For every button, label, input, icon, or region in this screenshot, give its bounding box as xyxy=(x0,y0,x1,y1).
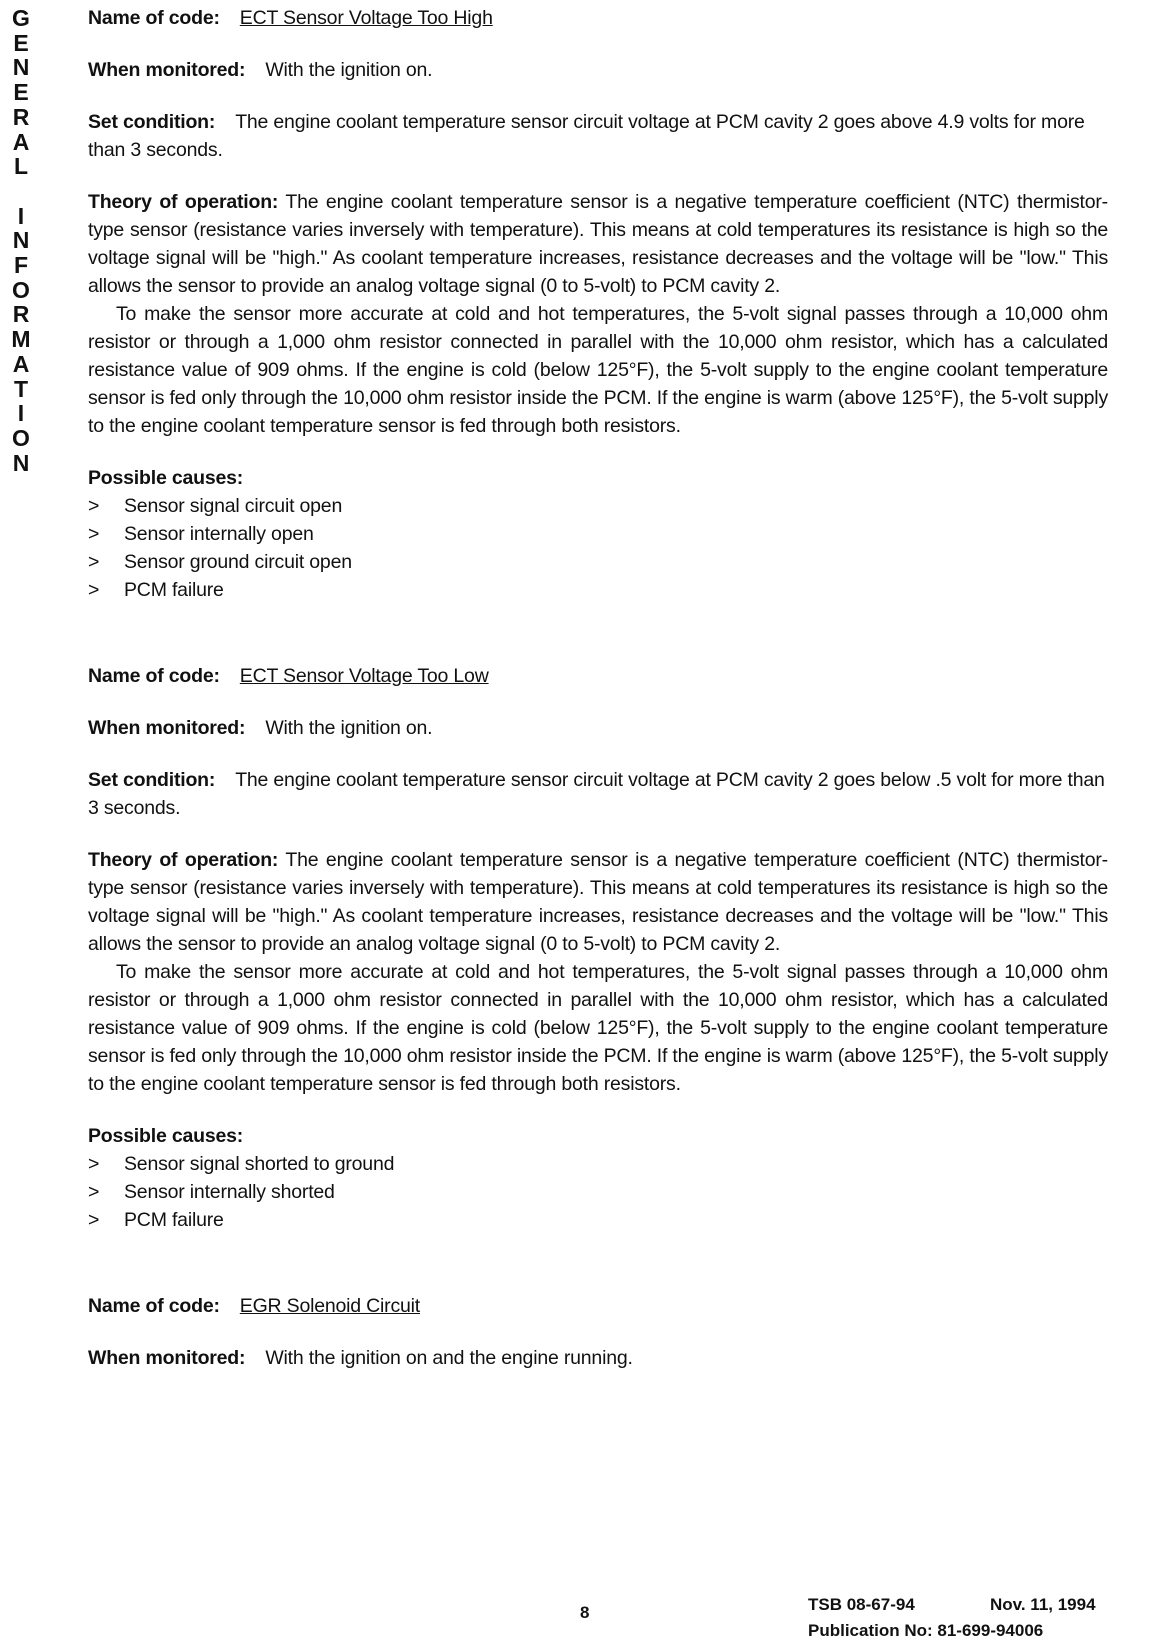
set-condition-line xyxy=(88,766,1108,822)
cause-text: Sensor internally shorted xyxy=(124,1181,335,1203)
code-name-line xyxy=(88,1292,1108,1320)
name-of-code-label: Name of code: xyxy=(88,1295,220,1317)
sidebar-letter: A xyxy=(12,128,30,155)
when-monitored-line xyxy=(88,714,1108,742)
name-of-code-label: Name of code: xyxy=(88,665,220,687)
sidebar-letter: G xyxy=(12,5,30,31)
cause-text: Sensor signal shorted to ground xyxy=(124,1153,395,1175)
code-entry xyxy=(88,4,1108,604)
bullet-marker: > xyxy=(88,551,100,573)
sidebar-letter: T xyxy=(13,375,29,402)
sidebar-letter: N xyxy=(12,227,30,254)
section-sidebar xyxy=(8,6,34,475)
sidebar-letter: N xyxy=(12,54,30,81)
code-name: ECT Sensor Voltage Too Low xyxy=(239,665,489,687)
cause-item xyxy=(88,1178,1108,1206)
possible-causes-list xyxy=(88,1150,1108,1234)
code-name: ECT Sensor Voltage Too High xyxy=(239,7,493,29)
set-condition-line xyxy=(88,108,1108,164)
set-condition-value: The engine coolant temperature sensor circuit voltage at PCM cavity 2 goes above 4.9 volts for more than 3 seconds. xyxy=(88,111,1085,161)
sidebar-letter: O xyxy=(12,424,30,451)
code-name-line xyxy=(88,662,1108,690)
cause-item xyxy=(88,576,1108,604)
theory-of-operation xyxy=(88,846,1108,1098)
cause-item xyxy=(88,492,1108,520)
sidebar-letter: I xyxy=(17,400,25,427)
page-footer xyxy=(0,1595,1152,1647)
cause-text: Sensor signal circuit open xyxy=(124,495,343,517)
theory-paragraph xyxy=(88,846,1108,958)
cause-text: PCM failure xyxy=(124,579,224,601)
bullet-marker: > xyxy=(88,523,100,545)
theory-of-operation xyxy=(88,188,1108,440)
theory-paragraph: To make the sensor more accurate at cold and hot temperatures, the 5-volt signal passes through a 10,000 ohm resistor or through a 1,000 ohm resistor connected in parallel with the 10,000 ohm resistor, which has a calculated resistance value of 909 ohms. If the engine is cold (below 125°F), the 5-volt supply to the engine coolant temperature sensor is fed only through the 10,000 ohm resistor inside the PCM. If the engine is warm (above 125°F), the 5-volt supply to the engine coolant temperature sensor is fed through both resistors. xyxy=(88,303,1108,437)
possible-causes-title: Possible causes: xyxy=(88,467,244,489)
sidebar-letter: O xyxy=(12,276,30,303)
when-monitored-label: When monitored: xyxy=(88,717,246,739)
when-monitored-line xyxy=(88,1344,1108,1372)
theory-text: The engine coolant temperature sensor is a negative temperature coefficient (NTC) thermistor-type sensor (resistance varies inversely with temperature). This means at cold temperatures its resistance is high so the voltage signal will be "high." As coolant temperature increases, resistance decreases and the voltage will be "low." This allows the sensor to provide an analog voltage signal (0 to 5-volt) to PCM cavity 2. xyxy=(88,849,1108,955)
sidebar-letter: E xyxy=(13,79,29,106)
when-monitored-label: When monitored: xyxy=(88,59,246,81)
sidebar-letter: M xyxy=(11,326,31,353)
when-monitored-value: With the ignition on. xyxy=(265,717,433,739)
sidebar-gap xyxy=(8,179,34,204)
theory-paragraph: To make the sensor more accurate at cold and hot temperatures, the 5-volt signal passes through a 10,000 ohm resistor or through a 1,000 ohm resistor connected in parallel with the 10,000 ohm resistor, which has a calculated resistance value of 909 ohms. If the engine is cold (below 125°F), the 5-volt supply to the engine coolant temperature sensor is fed only through the 10,000 ohm resistor inside the PCM. If the engine is warm (above 125°F), the 5-volt supply to the engine coolant temperature sensor is fed through both resistors. xyxy=(88,961,1108,1095)
sidebar-letter: I xyxy=(17,202,25,229)
tsb-number: TSB 08-67-94 xyxy=(808,1595,915,1614)
publication-number: Publication No: 81-699-94006 xyxy=(808,1621,1044,1640)
code-entry xyxy=(88,662,1108,1234)
cause-text: Sensor ground circuit open xyxy=(124,551,352,573)
code-name: EGR Solenoid Circuit xyxy=(239,1295,421,1317)
bullet-marker: > xyxy=(88,1153,100,1175)
sidebar-letter: R xyxy=(12,301,30,328)
cause-item xyxy=(88,520,1108,548)
set-condition-label: Set condition: xyxy=(88,111,216,133)
document-body xyxy=(88,4,1108,1430)
cause-item xyxy=(88,548,1108,576)
set-condition-value: The engine coolant temperature sensor circuit voltage at PCM cavity 2 goes below .5 volt for more than 3 seconds. xyxy=(88,769,1105,819)
when-monitored-label: When monitored: xyxy=(88,1347,246,1369)
name-of-code-label: Name of code: xyxy=(88,7,220,29)
publication-date: Nov. 11, 1994 xyxy=(990,1595,1096,1614)
cause-text: PCM failure xyxy=(124,1209,224,1231)
sidebar-letter: R xyxy=(12,103,30,130)
set-condition-label: Set condition: xyxy=(88,769,216,791)
sidebar-letter: N xyxy=(12,449,30,476)
cause-item xyxy=(88,1206,1108,1234)
sidebar-letter: L xyxy=(13,153,29,180)
when-monitored-value: With the ignition on and the engine running. xyxy=(265,1347,633,1369)
code-entry xyxy=(88,1292,1108,1372)
theory-text: The engine coolant temperature sensor is a negative temperature coefficient (NTC) thermistor-type sensor (resistance varies inversely with temperature). This means at cold temperatures its resistance is high so the voltage signal will be "high." As coolant temperature increases, resistance decreases and the voltage will be "low." This allows the sensor to provide an analog voltage signal (0 to 5-volt) to PCM cavity 2. xyxy=(88,191,1108,297)
bullet-marker: > xyxy=(88,1209,100,1231)
theory-paragraph xyxy=(88,188,1108,300)
page-number: 8 xyxy=(580,1603,590,1622)
cause-item xyxy=(88,1150,1108,1178)
sidebar-letter: A xyxy=(12,350,30,377)
bullet-marker: > xyxy=(88,495,100,517)
possible-causes-title: Possible causes: xyxy=(88,1125,244,1147)
sidebar-letter: E xyxy=(13,29,29,56)
bullet-marker: > xyxy=(88,579,100,601)
when-monitored-line xyxy=(88,56,1108,84)
theory-label: Theory of operation: xyxy=(88,849,279,871)
when-monitored-value: With the ignition on. xyxy=(265,59,433,81)
cause-text: Sensor internally open xyxy=(124,523,314,545)
code-name-line xyxy=(88,4,1108,32)
bullet-marker: > xyxy=(88,1181,100,1203)
theory-label: Theory of operation: xyxy=(88,191,279,213)
sidebar-letter: F xyxy=(13,252,29,279)
possible-causes-list xyxy=(88,492,1108,604)
